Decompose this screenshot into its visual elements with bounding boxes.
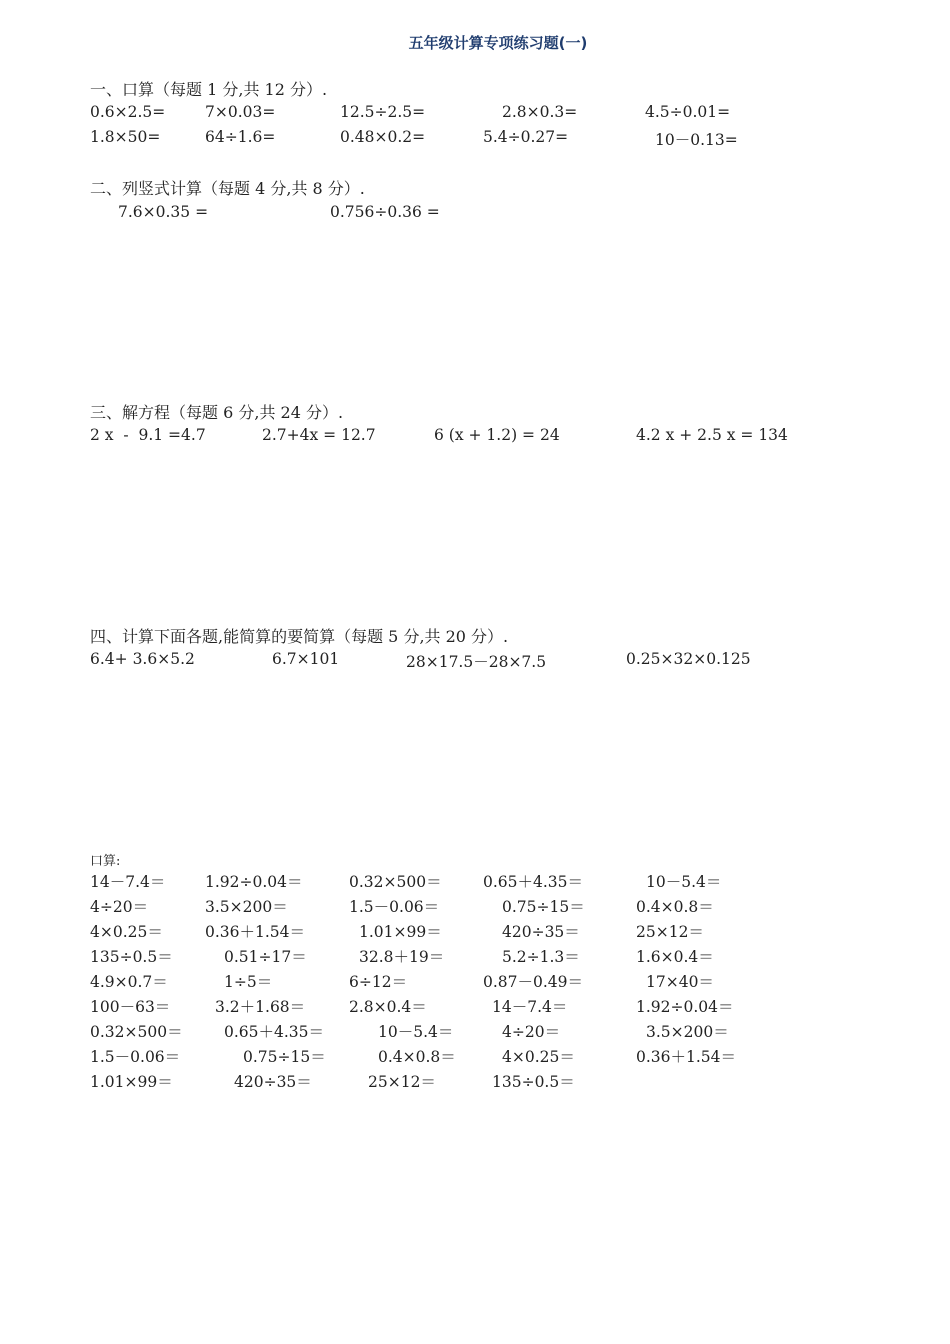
problem: 3.5×200＝ xyxy=(646,1023,729,1041)
section3-row xyxy=(0,426,950,448)
problem: 0.32×500＝ xyxy=(349,873,442,891)
problem: 1.5－0.06＝ xyxy=(90,1048,181,1066)
problem: 1.8×50= xyxy=(90,128,161,146)
problem: 32.8＋19＝ xyxy=(359,948,445,966)
problem: 1.5－0.06＝ xyxy=(349,898,440,916)
problem: 10－0.13= xyxy=(655,131,738,149)
problem: 4×0.25＝ xyxy=(502,1048,575,1066)
problem: 1.92÷0.04＝ xyxy=(636,998,734,1016)
problem: 10－5.4＝ xyxy=(378,1023,454,1041)
section4-heading: 四、计算下面各题,能简算的要简算（每题 5 分,共 20 分）. xyxy=(90,627,509,646)
problem: 6.7×101 xyxy=(272,650,340,668)
problem: 7.6×0.35 = xyxy=(118,203,209,221)
problem: 17×40＝ xyxy=(646,973,714,991)
problem: 100－63＝ xyxy=(90,998,171,1016)
problem: 25×12＝ xyxy=(368,1073,436,1091)
problem: 1.92÷0.04＝ xyxy=(205,873,303,891)
problem: 6÷12＝ xyxy=(349,973,408,991)
problem: 4.9×0.7＝ xyxy=(90,973,168,991)
problem: 0.36＋1.54＝ xyxy=(205,923,306,941)
problem: 14－7.4＝ xyxy=(90,873,166,891)
mental-math-row xyxy=(0,895,950,917)
problem: 0.48×0.2= xyxy=(340,128,426,146)
problem: 1.01×99＝ xyxy=(90,1073,173,1091)
problem: 420÷35＝ xyxy=(234,1073,312,1091)
problem: 0.32×500＝ xyxy=(90,1023,183,1041)
problem: 4÷20＝ xyxy=(90,898,149,916)
problem: 5.2÷1.3＝ xyxy=(502,948,580,966)
problem: 2.8×0.4＝ xyxy=(349,998,427,1016)
mental-math-row xyxy=(0,1070,950,1092)
problem: 135÷0.5＝ xyxy=(492,1073,575,1091)
mental-math-row xyxy=(0,1020,950,1042)
problem: 3.5×200＝ xyxy=(205,898,288,916)
problem: 0.75÷15＝ xyxy=(502,898,585,916)
problem: 0.65＋4.35＝ xyxy=(483,873,584,891)
section1-row xyxy=(0,128,950,150)
problem: 0.25×32×0.125 xyxy=(626,650,751,668)
problem: 7×0.03= xyxy=(205,103,276,121)
problem: 420÷35＝ xyxy=(502,923,580,941)
problem: 4.5÷0.01= xyxy=(645,103,731,121)
problem: 0.36＋1.54＝ xyxy=(636,1048,737,1066)
problem: 0.6×2.5= xyxy=(90,103,166,121)
problem: 0.51÷17＝ xyxy=(224,948,307,966)
problem: 0.65＋4.35＝ xyxy=(224,1023,325,1041)
equation: 6 (x + 1.2) = 24 xyxy=(434,426,560,444)
problem: 0.4×0.8＝ xyxy=(378,1048,456,1066)
equation: 4.2 x + 2.5 x = 134 xyxy=(636,426,788,444)
mental-math-label: 口算: xyxy=(90,854,121,869)
problem: 0.756÷0.36 = xyxy=(330,203,440,221)
section1-heading: 一、口算（每题 1 分,共 12 分）. xyxy=(90,80,328,99)
section2-heading: 二、列竖式计算（每题 4 分,共 8 分）. xyxy=(90,179,365,198)
problem: 5.4÷0.27= xyxy=(483,128,569,146)
problem: 14－7.4＝ xyxy=(492,998,568,1016)
problem: 12.5÷2.5= xyxy=(340,103,426,121)
problem: 4÷20＝ xyxy=(502,1023,561,1041)
problem: 10－5.4＝ xyxy=(646,873,722,891)
problem: 3.2＋1.68＝ xyxy=(215,998,306,1016)
problem: 64÷1.6= xyxy=(205,128,276,146)
problem: 2.8×0.3= xyxy=(502,103,578,121)
problem: 1÷5＝ xyxy=(224,973,273,991)
problem: 28×17.5－28×7.5 xyxy=(406,653,547,671)
problem: 0.4×0.8＝ xyxy=(636,898,714,916)
problem: 0.87－0.49＝ xyxy=(483,973,584,991)
problem: 25×12＝ xyxy=(636,923,704,941)
section3-heading: 三、解方程（每题 6 分,共 24 分）. xyxy=(90,403,344,422)
equation: 2.7+4x = 12.7 xyxy=(262,426,376,444)
worksheet-title: 五年级计算专项练习题(一) xyxy=(408,34,588,52)
problem: 1.01×99＝ xyxy=(359,923,442,941)
mental-math-row xyxy=(0,1045,950,1067)
mental-math-row xyxy=(0,870,950,892)
problem: 1.6×0.4＝ xyxy=(636,948,714,966)
problem: 4×0.25＝ xyxy=(90,923,163,941)
problem: 0.75÷15＝ xyxy=(243,1048,326,1066)
mental-math-row xyxy=(0,970,950,992)
problem: 6.4+ 3.6×5.2 xyxy=(90,650,195,668)
section2-row xyxy=(0,203,950,225)
mental-math-row xyxy=(0,920,950,942)
mental-math-row xyxy=(0,945,950,967)
problem: 135÷0.5＝ xyxy=(90,948,173,966)
mental-math-row xyxy=(0,995,950,1017)
equation: 2 x - 9.1 =4.7 xyxy=(90,426,206,444)
section1-row xyxy=(0,103,950,125)
section4-row xyxy=(0,650,950,672)
